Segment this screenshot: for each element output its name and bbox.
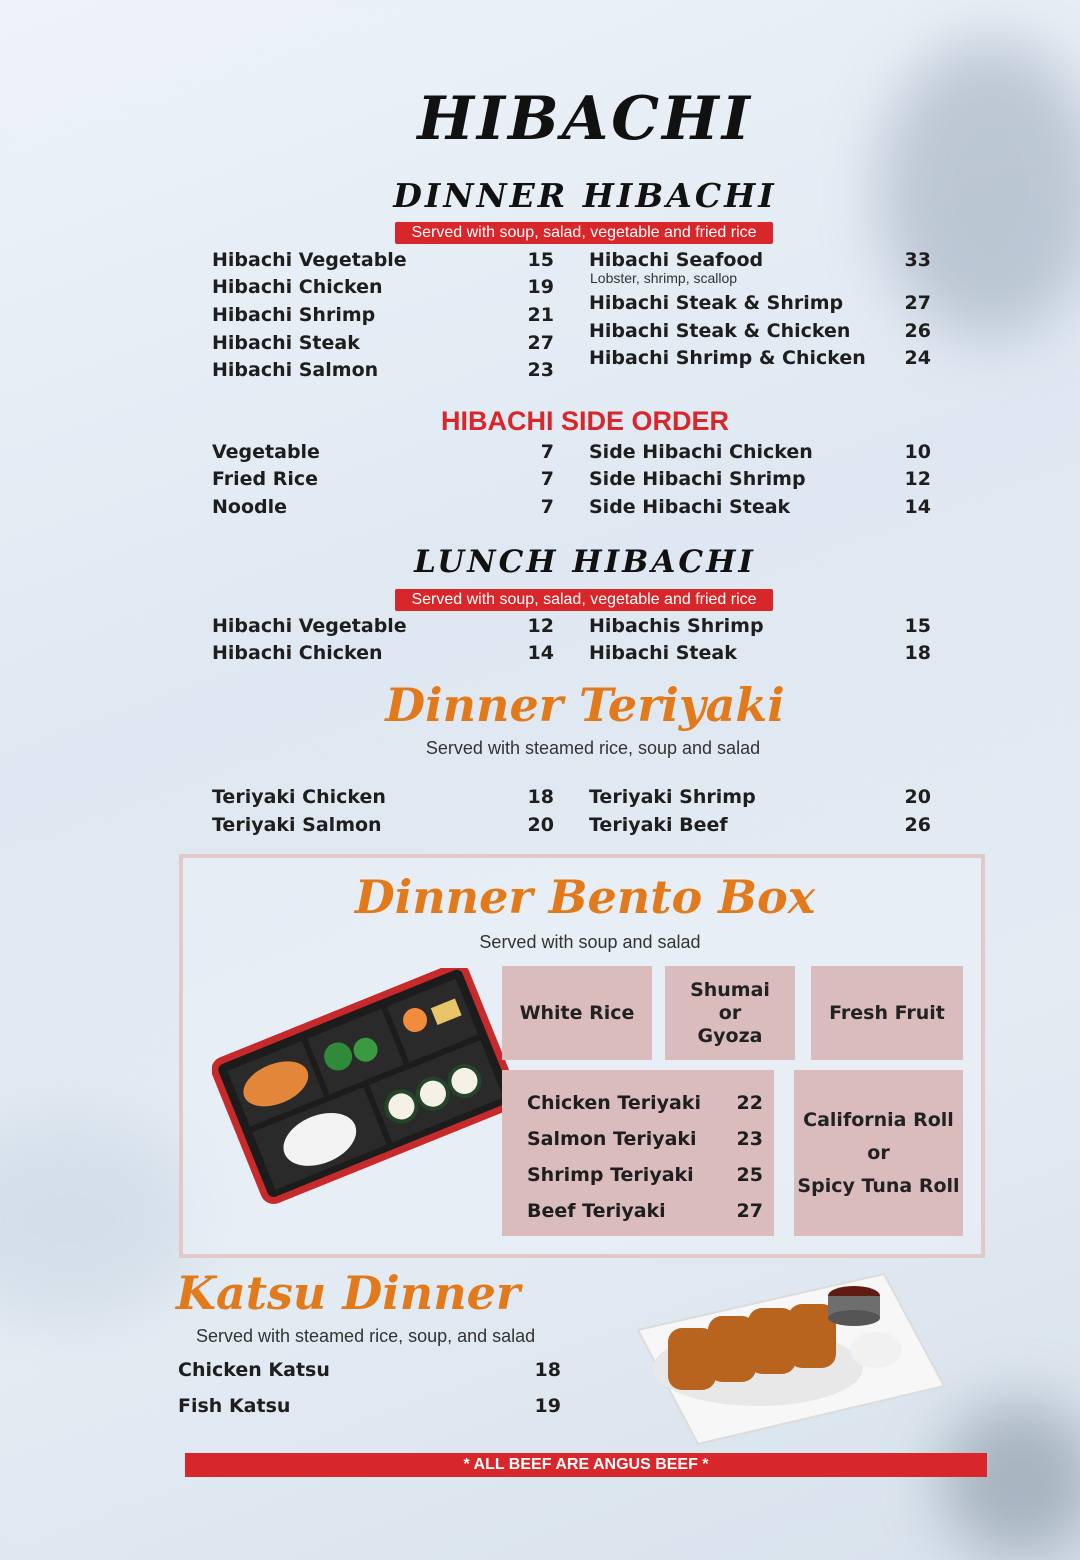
menu-item-price: 12 xyxy=(904,468,931,490)
menu-item-price: 19 xyxy=(527,276,554,298)
menu-item-price: 18 xyxy=(527,786,554,808)
bento-option-text: or xyxy=(718,1001,742,1024)
teriyaki-subtitle: Served with steamed rice, soup and salad xyxy=(425,738,761,758)
menu-item-name: Noodle xyxy=(212,496,288,518)
menu-item-price: 26 xyxy=(904,814,931,836)
menu-item-name: Hibachi Vegetable xyxy=(212,249,407,271)
menu-item-name: Teriyaki Shrimp xyxy=(589,786,756,808)
bento-roll-text: California Roll xyxy=(803,1108,954,1131)
menu-item-name: Hibachi Shrimp & Chicken xyxy=(589,347,866,369)
menu-item-price: 21 xyxy=(527,304,554,326)
menu-item-name: Hibachi Chicken xyxy=(212,642,383,664)
katsu-heading: Katsu Dinner xyxy=(176,1266,521,1320)
teriyaki-heading: Dinner Teriyaki xyxy=(385,678,785,732)
menu-item-price: 22 xyxy=(736,1092,763,1114)
bento-option-fresh-fruit: Fresh Fruit xyxy=(811,966,963,1060)
menu-item-price: 12 xyxy=(527,615,554,637)
angus-beef-footer: * ALL BEEF ARE ANGUS BEEF * xyxy=(185,1453,987,1477)
menu-item-price: 10 xyxy=(904,441,931,463)
menu-item-price: 18 xyxy=(904,642,931,664)
menu-item-note: Lobster, shrimp, scallop xyxy=(590,270,738,286)
menu-item-price: 7 xyxy=(540,496,554,518)
katsu-subtitle: Served with steamed rice, soup, and salad xyxy=(196,1326,536,1346)
menu-item-name: Hibachi Vegetable xyxy=(212,615,407,637)
menu-title: HIBACHI xyxy=(417,84,753,154)
menu-item-price: 25 xyxy=(736,1164,763,1186)
menu-item-price: 18 xyxy=(534,1359,561,1381)
menu-item-name: Hibachi Steak xyxy=(212,332,360,354)
menu-item-name: Fried Rice xyxy=(212,468,319,490)
bento-subtitle: Served with soup and salad xyxy=(479,932,701,952)
menu-item-price: 7 xyxy=(540,441,554,463)
menu-item-price: 23 xyxy=(527,359,554,381)
lunch-hibachi-banner: Served with soup, salad, vegetable and fried rice xyxy=(395,589,773,611)
menu-item-name: Hibachi Salmon xyxy=(212,359,379,381)
menu-item-name: Hibachi Seafood xyxy=(589,249,764,271)
bento-option-text: Shumai xyxy=(690,978,770,1001)
menu-item-price: 24 xyxy=(904,347,931,369)
menu-item-name: Vegetable xyxy=(212,441,320,463)
menu-item-price: 20 xyxy=(527,814,554,836)
menu-item-price: 14 xyxy=(527,642,554,664)
ink-wash-decoration xyxy=(940,1400,1080,1560)
menu-item-name: Fish Katsu xyxy=(178,1395,291,1417)
menu-item-name: Shrimp Teriyaki xyxy=(527,1164,694,1186)
menu-item-name: Side Hibachi Steak xyxy=(589,496,791,518)
menu-item-price: 27 xyxy=(527,332,554,354)
menu-item-name: Hibachi Steak xyxy=(589,642,737,664)
menu-item-price: 7 xyxy=(540,468,554,490)
menu-item-name: Beef Teriyaki xyxy=(527,1200,666,1222)
menu-item-price: 23 xyxy=(736,1128,763,1150)
menu-item-price: 15 xyxy=(527,249,554,271)
bento-tray-photo xyxy=(212,968,522,1208)
menu-item-name: Side Hibachi Shrimp xyxy=(589,468,806,490)
lunch-hibachi-heading: LUNCH HIBACHI xyxy=(414,544,756,580)
katsu-plate-photo xyxy=(628,1268,948,1448)
side-order-heading: HIBACHI SIDE ORDER xyxy=(440,406,730,436)
menu-item-name: Teriyaki Chicken xyxy=(212,786,386,808)
menu-item-name: Salmon Teriyaki xyxy=(527,1128,697,1150)
bento-option-text: Gyoza xyxy=(697,1024,763,1047)
menu-item-price: 20 xyxy=(904,786,931,808)
bento-option-white-rice: White Rice xyxy=(502,966,652,1060)
menu-item-name: Hibachis Shrimp xyxy=(589,615,764,637)
bento-heading: Dinner Bento Box xyxy=(354,870,816,924)
menu-item-price: 33 xyxy=(904,249,931,271)
menu-item-name: Hibachi Steak & Chicken xyxy=(589,320,851,342)
menu-item-name: Hibachi Steak & Shrimp xyxy=(589,292,844,314)
menu-item-name: Teriyaki Salmon xyxy=(212,814,382,836)
menu-item-name: Hibachi Shrimp xyxy=(212,304,376,326)
dinner-hibachi-banner: Served with soup, salad, vegetable and fried rice xyxy=(395,222,773,244)
dinner-hibachi-heading: DINNER HIBACHI xyxy=(393,176,777,215)
menu-item-price: 27 xyxy=(904,292,931,314)
menu-item-price: 14 xyxy=(904,496,931,518)
bento-roll-text: Spicy Tuna Roll xyxy=(797,1174,960,1197)
menu-item-price: 15 xyxy=(904,615,931,637)
menu-item-name: Chicken Katsu xyxy=(178,1359,330,1381)
menu-item-name: Chicken Teriyaki xyxy=(527,1092,701,1114)
ink-wash-decoration xyxy=(0,1120,200,1320)
menu-item-name: Side Hibachi Chicken xyxy=(589,441,813,463)
menu-item-name: Teriyaki Beef xyxy=(589,814,728,836)
bento-roll-text: or xyxy=(867,1141,890,1164)
menu-item-price: 19 xyxy=(534,1395,561,1417)
menu-item-price: 27 xyxy=(736,1200,763,1222)
menu-item-name: Hibachi Chicken xyxy=(212,276,383,298)
bento-roll-box xyxy=(794,1070,963,1236)
bento-option-shumai-gyoza xyxy=(665,966,795,1060)
menu-item-price: 26 xyxy=(904,320,931,342)
